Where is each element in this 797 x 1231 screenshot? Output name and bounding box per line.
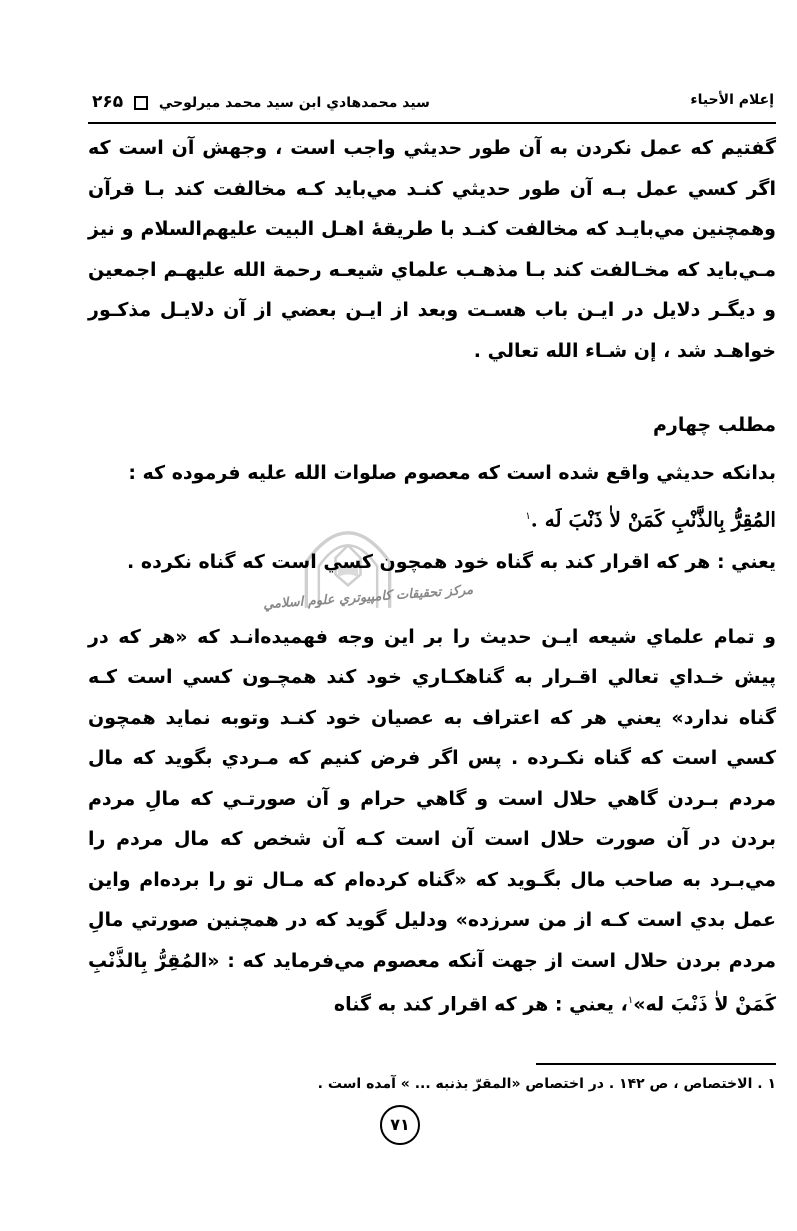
paragraph-1: گفتيم كه عمل نكردن به آن طور حديثي واجب است ، وجهش آن است كه اگر كسي عمل بـه آن طور حديثي كنـد مي‌بايد كـه مخالفت كند بـا قرآن وهمچنين مي‌بايـد كه مخالفت كنـد با طريقهٔ اهـل البيت عليهم‌السلام و نيز مـي‌بايد كه مخـالفت كند بـا مذهـب علماي شيعـه رحمة الله عليهـم اجمعين و ديگـر دلايل در ايـن باب هسـت وبعد از ايـن بعضي از آن دلايـل مذكـور خواهـد شد ، إن شـاء الله تعالي . <box>88 137 776 362</box>
watermark-row <box>88 583 776 617</box>
section-intro: بدانكه حديثي واقع شده است كه معصوم صلوات الله عليه فرموده كه : <box>128 462 776 484</box>
hadith-text: المُقِرُّ بِالذَّنْبِ كَمَنْ لاٰ ذَنْبَ لَه . <box>530 507 776 532</box>
book-page <box>88 0 776 1165</box>
footnote: ۱ . الاختصاص ، ص ۱۴۲ . در اختصاص «المقرّ بذنبه ... » آمده است . <box>317 1075 776 1092</box>
square-separator-icon <box>134 96 148 110</box>
author-line <box>92 92 430 112</box>
section-heading: مطلب چهارم <box>653 414 776 436</box>
arabic-hadith <box>88 494 776 543</box>
running-header <box>88 88 776 124</box>
footnote-ref-2[interactable]: ۱ <box>627 995 634 1007</box>
main-text <box>88 128 776 1025</box>
page-number-row <box>88 1095 776 1165</box>
page-number: ۷۱ <box>380 1105 420 1145</box>
author-name: سيد محمدهادي ابن سيد محمد ميرلوحي <box>158 95 430 111</box>
hadith-translation: يعني : هر كه اقرار كند به گناه خود همچون كسي است كه گناه نكرده . <box>127 551 776 574</box>
footnote-divider <box>536 1063 776 1065</box>
footnote-ref[interactable]: ۱ <box>525 510 531 522</box>
paragraph-2 <box>88 617 776 1025</box>
book-title: إعلام الأحياء <box>690 92 774 108</box>
book-page-number: ۲۶۵ <box>92 92 124 112</box>
watermark-text: مركز تحقيقات كامپيوتري علوم اسلامي <box>262 582 474 612</box>
paragraph-2-text: و تمام علماي شيعه ايـن حديث را بر اين وجه فهميده‌انـد كه «هر كه در پيش خـداي تعالي اقـرار به گناهكـاري خود كند همچـون كسي است كـه گناه ندارد» يعني هر كه اعتراف به عصيان خود كنـد وتوبه نمايد همچون كسي است كه گناه نكـرده . پس اگر فرض كنيم كه مـردي بگويد كه مال مردم بـردن گاهي حلال است و گاهي حرام و آن صورتـي كه مالِ مردم بردن در آن صورت حلال است آن است كـه آن شخص كه مال مردم را مي‌بـرد به صاحب مال بگـويد كه «گناه كرده‌ام كه مـال تو را برده‌ام واين عمل بدي است كـه از من سرزده» ودليل گويد كه در همچنين صورتي مالِ مردم بردن حلال است از جهت آنكه معصوم مي‌فرمايد كه : «المُقِرُّ بِالذَّنْبِ كَمَنْ لاٰ ذَنْبَ له» <box>88 625 776 1016</box>
hadith-block <box>88 494 776 583</box>
paragraph-2-tail: ، يعني : هر كه اقرار كند به گناه <box>333 993 628 1016</box>
